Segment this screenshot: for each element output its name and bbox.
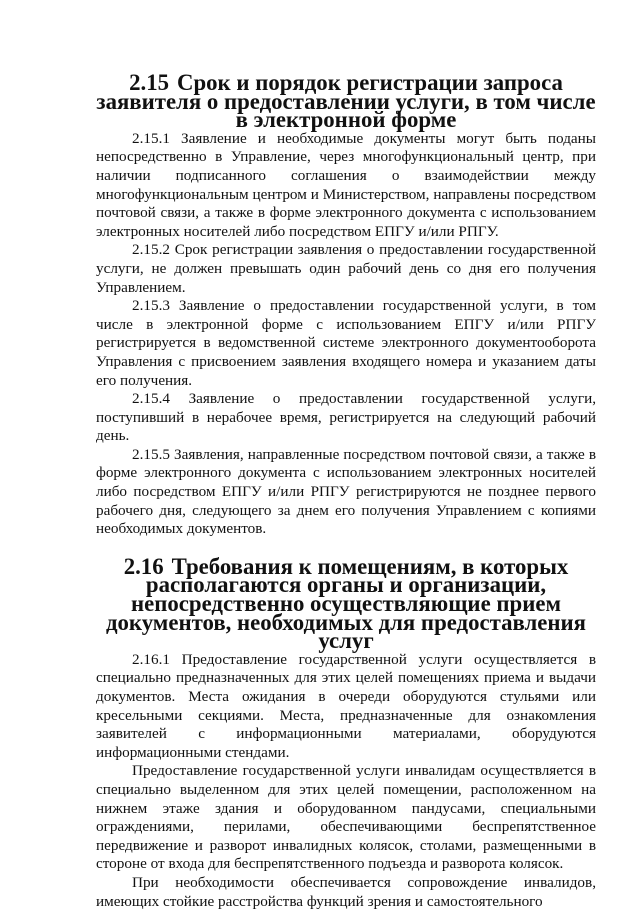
paragraph-2-15-1: 2.15.1 Заявление и необходимые документы могут быть поданы непосредственно в Управление, через многофункциональный центр, при наличии подписанного соглашения о взаимодействии между многофункциональным центром и Министерством, направлены посредством почтовой связи, а также в форме электронного документа с использованием электронных носителей либо посредством ЕПГУ и/или РПГУ. xyxy=(96,129,596,240)
document-page xyxy=(96,70,596,911)
section-2-15-heading xyxy=(96,70,596,133)
paragraph-2-16-1: 2.16.1 Предоставление государственной услуги осуществляется в специально предназначенных для этих целей помещениях приема и выдачи документов. Места ожидания в очереди оборудуются стульями или кресельными секциями. Места, предназначенные для ознакомления заявителей с информационными материалами, оборудуются информационными стендами. xyxy=(96,650,596,761)
paragraph-accessibility: Предоставление государственной услуги инвалидам осуществляется в специально выделенном для этих целей помещении, расположенном на нижнем этаже здания и оборудованном пандусами, специальными ограждениями, перилами, обеспечивающими беспрепятственное передвижение и разворот инвалидных колясок, столами, размещенными в стороне от входа для беспрепятственного подъезда и разворота колясок. xyxy=(96,762,596,873)
section-title: Срок и порядок регистрации запроса заявителя о предоставлении услуги, в том числе в электронной форме xyxy=(96,70,596,133)
paragraph-escort: При необходимости обеспечивается сопровождение инвалидов, имеющих стойкие расстройства функций зрения и самостоятельного xyxy=(96,873,596,910)
section-number: 2.16 xyxy=(123,553,164,579)
section-number: 2.15 xyxy=(129,70,170,95)
paragraph-2-15-3: 2.15.3 Заявление о предоставлении государственной услуги, в том числе в электронной форме с использованием ЕПГУ и/или РПГУ регистрируется в ведомственной системе электронного документооборота Управления с присвоением заявления входящего номера и указанием даты его получения. xyxy=(96,297,596,389)
paragraph-2-15-4: 2.15.4 Заявление о предоставлении государственной услуги, поступивший в нерабочее время, регистрируется на следующий рабочий день. xyxy=(96,390,596,445)
section-2-16-heading xyxy=(96,553,596,654)
section-title: Требования к помещениям, в которых располагаются органы и организации, непосредственно осуществляющие прием документов, необходимых для предоставления услуг xyxy=(105,553,587,654)
paragraph-2-15-5: 2.15.5 Заявления, направленные посредством почтовой связи, а также в форме электронного документа с использованием электронных носителей либо посредством ЕПГУ и/или РПГУ регистрируются не позднее первого рабочего дня, следующего за днем его получения Управлением с копиями необходимых документов. xyxy=(96,445,596,538)
paragraph-2-15-2: 2.15.2 Срок регистрации заявления о предоставлении государственной услуги, не должен превышать один рабочий день со дня его получения Управлением. xyxy=(96,241,596,296)
